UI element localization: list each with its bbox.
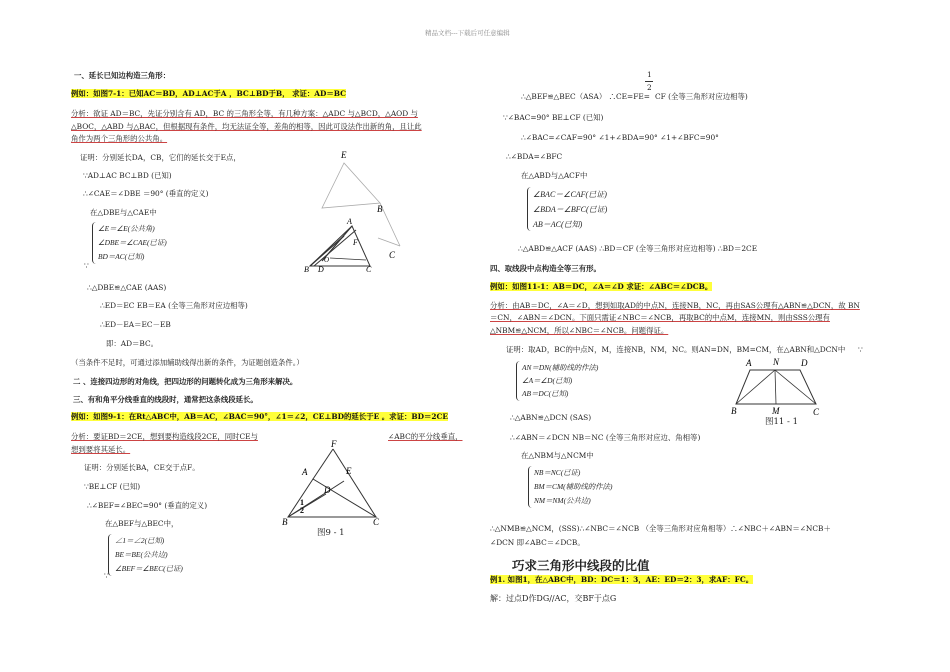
note-1: （当条件不足时，可通过添加辅助线得出新的条件，为证题创造条件。） xyxy=(71,358,304,367)
cond-1c: BD＝AC(已知) xyxy=(98,252,145,261)
r-line4: ∴∠BDA=∠BFC xyxy=(506,152,563,161)
proof-3-line4: ∴∠ABN＝∠DCN NB＝NC (全等三角形对应边、角相等) xyxy=(510,433,701,442)
cond-4a: AN＝DN(辅助线的作法) xyxy=(522,363,599,372)
r-line2: ∵∠BAC=90° BE⊥CF (已知) xyxy=(503,113,604,122)
r-line3: ∴∠BAC=∠CAF=90° ∠1+∠BDA=90° ∠1+∠BFC=90° xyxy=(521,133,719,142)
fig9-label-e: E xyxy=(346,466,352,476)
proof-2-line1: 证明：分别延长BA，CE交于点F。 xyxy=(84,463,200,472)
solution-line1: 解：过点D作DG//AC，交BF于点G xyxy=(490,594,617,603)
section-title-ratio: 巧求三角形中线段的比值 xyxy=(512,558,650,573)
fig9-label-f: F xyxy=(331,439,337,449)
fig7-label-b-top: B xyxy=(377,204,383,214)
section-3-heading: 三、有和角平分线垂直的线段时，通常把这条线段延长。 xyxy=(73,395,258,404)
analysis-3-line2: ＝CN，∠ABN＝∠DCN。下面只需证∠NBC＝∠NCB，再取BC的中点M，连接MN，则由SSS公理有 xyxy=(490,313,830,322)
section-2-heading: 二 、连接四边形的对角线，把四边形的问题转化成为三角形来解决。 xyxy=(73,377,298,386)
fig7-label-e: E xyxy=(341,150,347,160)
fig9-label-a: A xyxy=(302,467,308,477)
r-line5: 在△ABD与△ACF中 xyxy=(521,171,588,180)
fraction-numerator: 1 xyxy=(647,70,652,79)
proof-3-line7: ∴△NMB≌△NCM，(SSS)∴∠NBC＝∠NCB （全等三角形对应角相等）∴∠NBC＋∠ABN＝∠NCB＋ xyxy=(490,524,831,533)
fig7-label-b: B xyxy=(304,265,309,274)
fig7-label-f: F xyxy=(353,238,358,247)
fig11-label-c: C xyxy=(813,407,820,417)
example-1: 例如：如图7-1：已知AC＝BD，AD⊥AC于A ，BC⊥BD于B， 求证：AD＝BC xyxy=(71,89,347,98)
cond-5b: BM＝CM(辅助线的作法) xyxy=(534,482,613,491)
fig9-label-d: D xyxy=(324,485,331,495)
cond-1b: ∠DBE＝∠CAE(已证) xyxy=(98,238,167,247)
brace-2 xyxy=(108,534,113,576)
proof-1-line1: 证明：分别延长DA，CB，它们的延长交于E点， xyxy=(80,153,241,162)
figure-9-1 xyxy=(278,437,388,537)
analysis-1-line1: 分析：欲证 AD＝BC，先证分别含有 AD，BC 的三角形全等，有几种方案：△ADC 与△BCD，△AOD 与 xyxy=(71,109,418,118)
fig11-label-d: D xyxy=(801,358,808,368)
cond-5a: NB＝NC(已证) xyxy=(534,468,581,477)
proof-3-line1: 证明：取AD，BC的中点N，M，连接NB，NM，NC。则AN=DN，BM=CM，在△ABN和△DCN中 xyxy=(506,345,846,354)
fig9-angle-1: 1 xyxy=(300,498,304,507)
cond-3b: ∠BDA＝∠BFC(已证) xyxy=(533,205,608,214)
page-header: 精品文档---下载后可任意编辑 xyxy=(425,29,510,37)
example-4: 例1. 如图1，在△ABC中，BD：DC＝1：3，AE：ED＝2：3，求AF：FC。 xyxy=(490,575,754,584)
proof-3-line8: ∠DCN 即∠ABC＝∠DCB。 xyxy=(490,538,585,547)
proof-3-line3: ∴△ABN≌△DCN (SAS) xyxy=(510,413,592,422)
proof-1-line4: 在△DBE与△CAE中 xyxy=(90,208,157,217)
proof-1-line7: ∴ED＝EC EB＝EA (全等三角形对应边相等) xyxy=(100,301,248,310)
proof-1-line6: ∴△DBE≌△CAE (AAS) xyxy=(87,283,167,292)
section-4-heading: 四、取线段中点构造全等三有形。 xyxy=(490,264,601,273)
fig7-label-c: C xyxy=(366,265,372,274)
cond-1a: ∠E＝∠E(公共角) xyxy=(98,224,155,233)
fraction-denominator: 2 xyxy=(647,83,652,92)
cond-2c: ∠BEF＝∠BEC(已证) xyxy=(115,564,183,573)
fraction-bar xyxy=(645,81,653,82)
r-line1: ∴△BEF≌△BEC（ASA） ∴CE=FE= xyxy=(521,92,650,101)
fig9-label-c: C xyxy=(373,517,380,527)
proof-2-line4: 在△BEF与△BEC中， xyxy=(105,519,179,528)
fig9-angle-2: 2 xyxy=(300,506,304,515)
brace-3 xyxy=(527,187,532,231)
because-symbol-2: ∵ xyxy=(104,571,109,580)
fig11-label-n: N xyxy=(773,357,780,367)
figure-7-1 xyxy=(300,148,410,276)
analysis-3-line3: △NBM≌△NCM，所以∠NBC＝∠NCB。问题得证。 xyxy=(490,326,669,335)
cond-4c: AB＝DC(已知) xyxy=(522,389,569,398)
proof-3-because: ∵ xyxy=(858,345,863,354)
section-1-heading: 一、延长已知边构造三角形： xyxy=(74,71,171,80)
brace-1 xyxy=(92,222,97,264)
proof-1-line2: ∵AD⊥AC BC⊥BD (已知) xyxy=(83,171,172,180)
analysis-2-line1: 分析：要证BD＝2CE，想到要构造线段2CE，同时CE与 xyxy=(71,432,258,441)
cond-4b: ∠A＝∠D(已知) xyxy=(522,376,573,385)
fig11-label-m: M xyxy=(772,406,780,416)
proof-2-line2: ∵BE⊥CF (已知) xyxy=(84,482,141,491)
cond-5c: NM＝NM(公共边) xyxy=(534,496,591,505)
cond-3c: AB＝AC(已知) xyxy=(533,220,583,229)
proof-1-line3: ∴∠CAE＝∠DBE ＝90° (垂直的定义) xyxy=(83,189,209,198)
analysis-3-line1: 分析：由AB＝DC，∠A＝∠D，想到如取AD的中点N，连接NB，NC，再由SAS公理有△ABN≌△DCN，故 BN xyxy=(490,301,860,310)
analysis-2-line2: 想到要将其延长。 xyxy=(71,445,131,454)
proof-2-line3: ∴∠BEF=∠BEC=90° (垂直的定义) xyxy=(87,501,208,510)
fig7-label-c-right: C xyxy=(389,250,396,260)
figure-11-1-caption: 图11 - 1 xyxy=(765,417,798,427)
proof-1-line8: ∴ED－EA＝EC－EB xyxy=(100,320,171,329)
because-symbol-1: ∵ xyxy=(84,261,89,270)
proof-1-line9: 即：AD＝BC。 xyxy=(106,339,159,348)
cond-2a: ∠1＝∠2(已知) xyxy=(115,536,165,545)
figure-9-1-caption: 图9 - 1 xyxy=(317,528,345,538)
fig11-label-b: B xyxy=(731,406,737,416)
figure-11-1 xyxy=(730,354,830,418)
r-line7: ∴△ABD≌△ACF (AAS) ∴BD＝CF (全等三角形对应边相等) ∴BD＝2CE xyxy=(518,244,758,253)
r-line1b: CF (全等三角形对应边相等) xyxy=(655,92,748,101)
cond-2b: BE＝BE(公共边) xyxy=(115,550,168,559)
brace-4 xyxy=(516,361,521,401)
analysis-1-line2: △BOC，△ABD 与△BAC，但根据现有条件，均无法证全等，差角的相等，因此可设法作出新的角，且让此 xyxy=(71,122,422,131)
fig7-label-o: O xyxy=(324,256,330,264)
analysis-1-line3: 角作为两个三角形的公共角。 xyxy=(71,134,168,143)
fig11-label-a: A xyxy=(746,358,752,368)
fig9-label-b: B xyxy=(282,517,288,527)
cond-3a: ∠BAC＝∠CAF(已证) xyxy=(533,190,607,199)
example-3: 例如：如图11-1：AB＝DC，∠A＝∠D 求证：∠ABC＝∠DCB。 xyxy=(490,282,713,291)
fig7-label-d: D xyxy=(318,265,324,274)
example-2: 例如：如图9-1：在Rt△ABC中，AB＝AC，∠BAC＝90°，∠1＝∠2，CE⊥BD的延长于E 。求证：BD＝2CE xyxy=(71,412,449,421)
analysis-2-right: ∠ABC的平分线垂直， xyxy=(388,432,463,441)
proof-3-line5: 在△NBM与△NCM中 xyxy=(521,451,594,460)
fig7-label-a: A xyxy=(347,217,352,226)
brace-5 xyxy=(528,466,533,508)
